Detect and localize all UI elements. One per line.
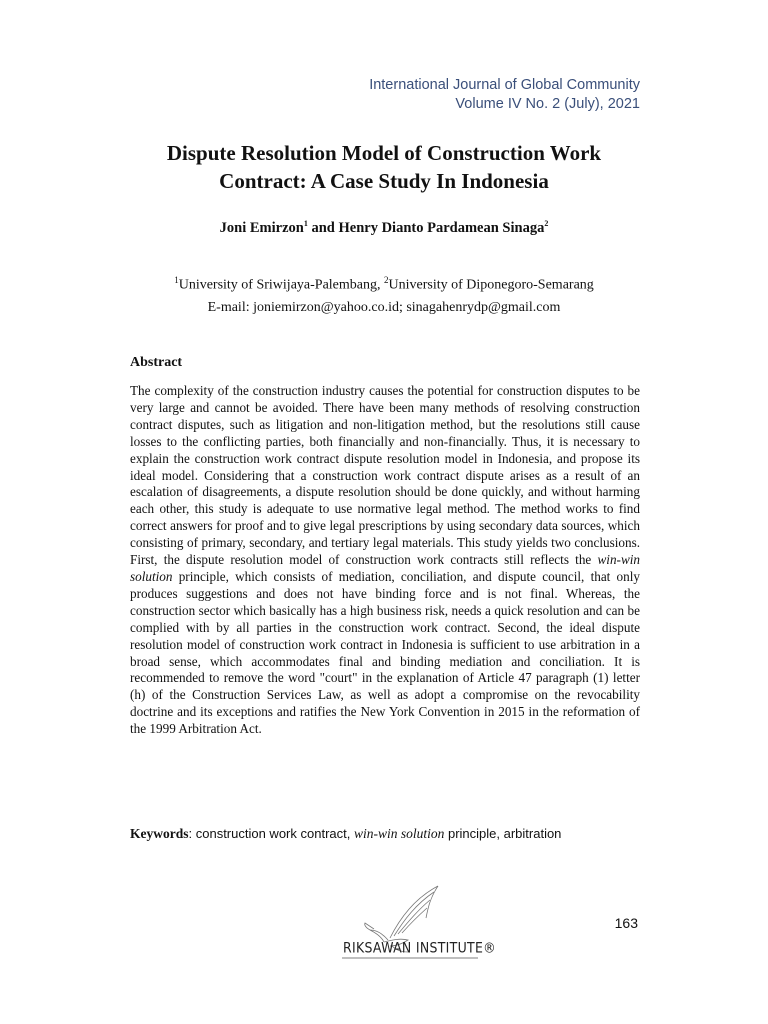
journal-header [369,76,640,114]
keywords-colon: : [188,826,196,841]
keywords-label: Keywords [130,826,189,841]
authors-and: and [307,219,339,236]
abstract-part-1: The complexity of the construction industry causes the potential for construction disputes to be very large and cannot be avoided. There have been many methods of resolving construction contract disputes, such as litigation and non-litigation method, but the resolutions still cause losses to the conflicting parties, both financially and non-financially. Thus, it is necessary to explain the construction work contract dispute resolution model in Indonesia, and propose its ideal model. Considering that a construction work contract dispute arises as a result of an escalation of disagreements, a dispute resolution should be done quickly, and without harming each other, this study is adequate to use normative legal method. The method works to find correct answers for proof and to give legal prescriptions by using secondary data sources, which consisting of primary, secondary, and tertiary legal materials. This study yields two conclusions. First, the dispute resolution model of construction work contracts still reflects the [130,383,640,568]
keywords-italic: win-win solution [353,826,445,841]
author-2: Henry Dianto Pardamean Sinaga [338,219,545,236]
affiliations [100,269,668,319]
author-1: Joni Emirzon [219,219,304,236]
keywords-part-1: construction work contract, [195,826,354,841]
journal-name: International Journal of Global Community [369,77,640,93]
page-number: 163 [614,915,638,931]
email-line: E-mail: joniemirzon@yahoo.co.id; sinagahenrydp@gmail.com [207,299,561,315]
title-line-1: Dispute Resolution Model of Construction Work [166,141,602,165]
affil-2-sup: 2 [384,275,389,285]
affil-2: University of Diponegoro-Semarang [388,277,594,293]
author-2-affil-sup: 2 [544,219,549,228]
affil-1: University of Sriwijaya-Palembang, [178,277,384,293]
affil-1-sup: 1 [174,275,179,285]
affiliation-line [100,269,668,297]
publisher-name: RIKSAWAN INSTITUTE® [343,938,496,957]
keywords-part-2: principle, arbitration [444,826,562,841]
abstract-heading: Abstract [130,355,183,370]
abstract-italic: win-win solution [130,552,640,584]
authors [100,219,668,237]
keywords [130,826,561,842]
author-1-affil-sup: 1 [303,219,308,228]
abstract-body [130,383,640,738]
abstract-part-2: principle, which consists of mediation, conciliation, and dispute council, that only produces suggestions and does not have binding force and is not final. Whereas, the construction sector which basically has a high business risk, needs a quick resolution and can be complied with by all parties in the construction work contract. Second, the ideal dispute resolution model of construction work contract in Indonesia is sufficient to use arbitration in a broad sense, which accommodates final and binding mediation and conciliation. It is recommended to remove the word "court" in the explanation of Article 47 paragraph (1) letter (h) of the Construction Services Law, as well as adopt a compromise on the revocability doctrine and its exceptions and ratifies the New York Convention in 2015 in the reformation of the 1999 Arbitration Act. [130,568,640,737]
journal-volume: Volume IV No. 2 (July), 2021 [455,96,640,112]
title-line-2: Contract: A Case Study In Indonesia [219,169,549,193]
paper-title [100,139,668,195]
